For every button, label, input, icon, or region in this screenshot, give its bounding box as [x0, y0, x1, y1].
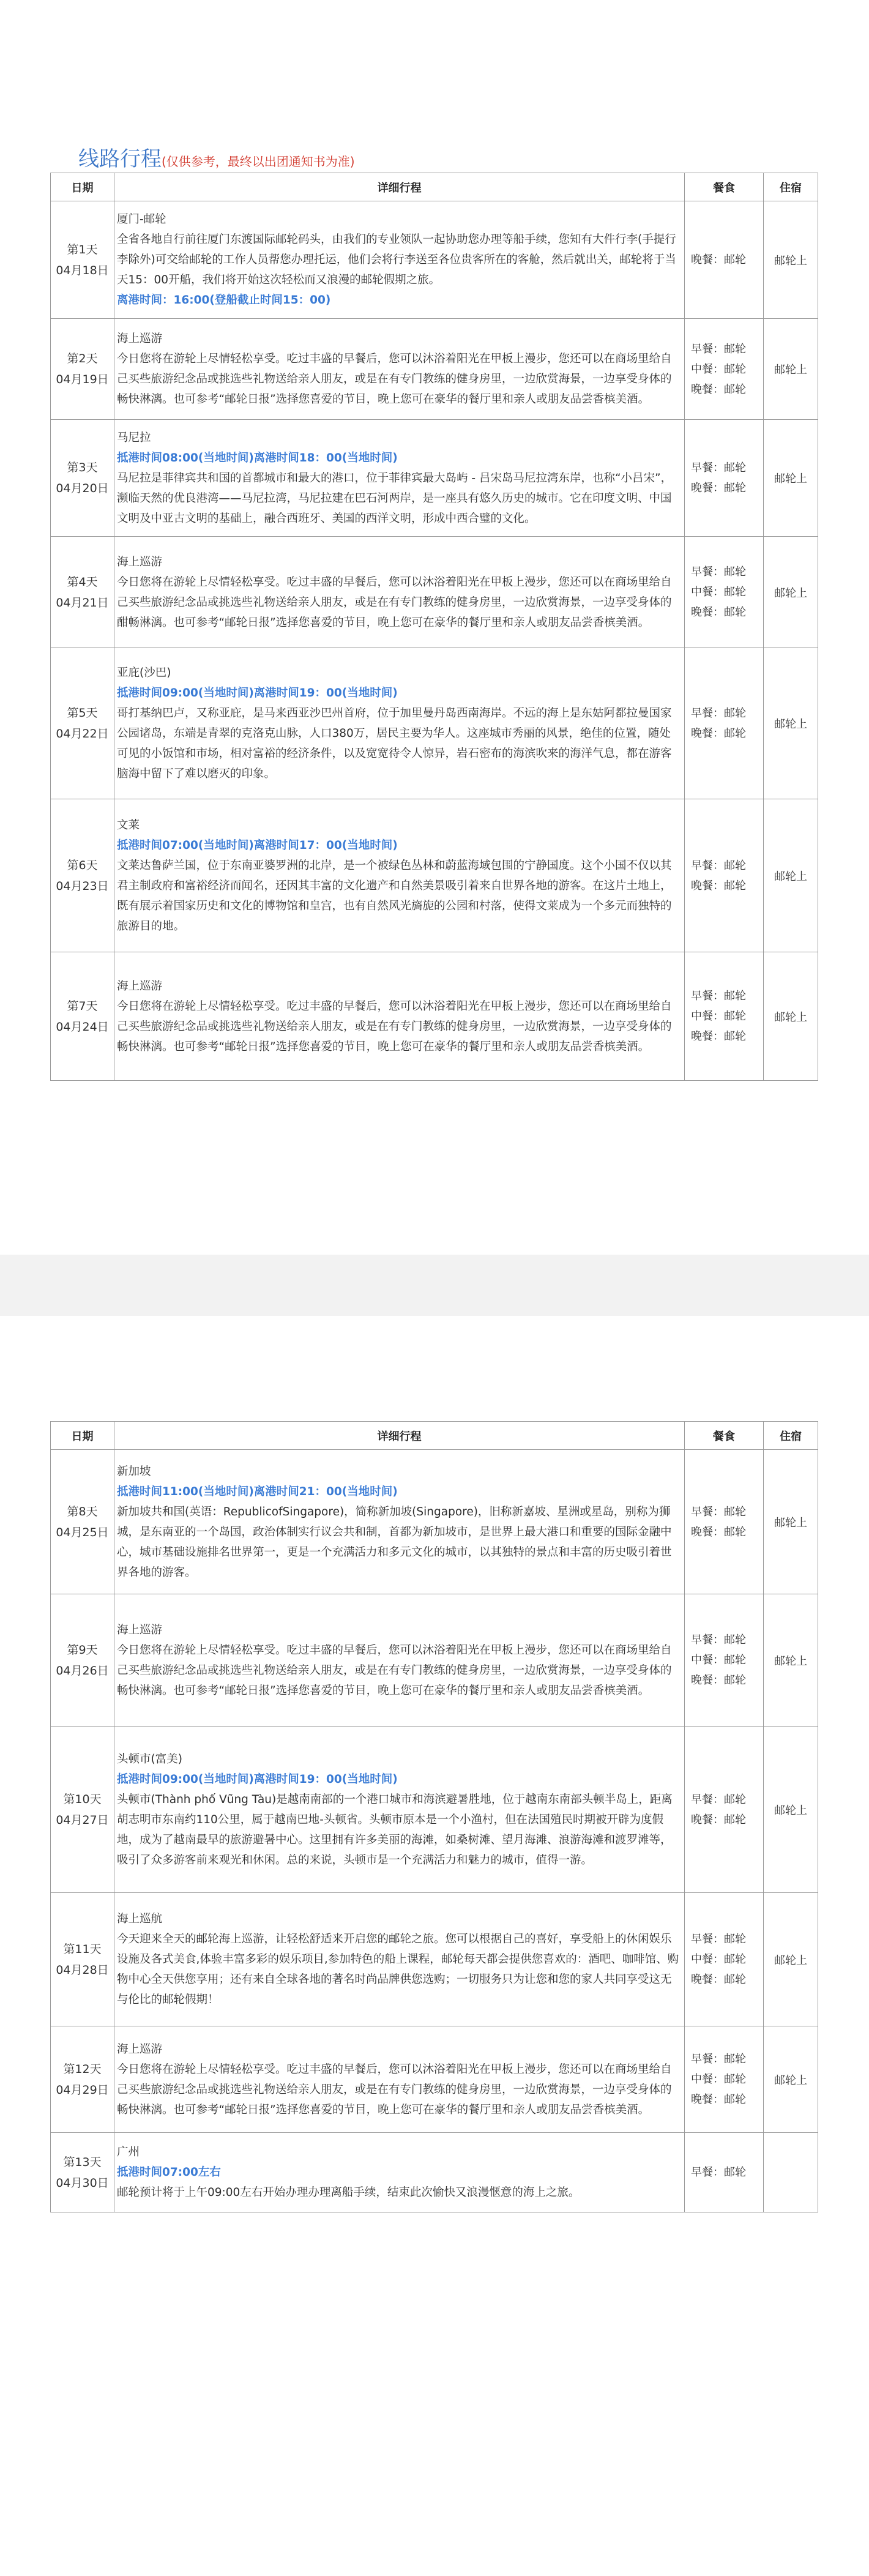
day-title: 头顿市(富美): [117, 1752, 182, 1766]
meal-item: 早餐：邮轮: [691, 1793, 746, 1806]
day-description: 今日您将在游轮上尽情轻松享受。吃过丰盛的早餐后，您可以沐浴着阳光在甲板上漫步，您还可以在商场里给自己买些旅游纪念品或挑选些礼物送给亲人朋友，或是在有专门教练的健身房里，一边欣赏海景，一边享受身体的畅快淋漓。也可参考“邮轮日报”选择您喜爱的节目，晚上您可在豪华的餐厅里和亲人或朋友品尝香槟美酒。: [117, 1643, 672, 1697]
day-date: 04月19日: [56, 373, 109, 386]
header-meals: 餐食: [685, 1422, 764, 1450]
detail-cell: [114, 319, 685, 420]
header-detail: 详细行程: [114, 1422, 685, 1450]
day-description: 文莱达鲁萨兰国，位于东南亚婆罗洲的北岸，是一个被绿色丛林和蔚蓝海域包围的宁静国度。这个小国不仅以其君主制政府和富裕经济而闻名，还因其丰富的文化遗产和自然美景吸引着来自世界各地的游客。在这片土地上，既有展示着国家历史和文化的博物馆和皇宫，也有自然风光旖旎的公园和村落，使得文莱成为一个多元而独特的旅游目的地。: [117, 859, 672, 933]
meal-item: 晚餐：邮轮: [691, 2093, 746, 2106]
table-row: [51, 201, 818, 319]
meal-item: 晚餐：邮轮: [691, 1674, 746, 1687]
day-number: 第6天: [67, 858, 98, 872]
day-date: 04月18日: [56, 263, 109, 277]
port-times: 抵港时间07:00(当地时间)离港时间17：00(当地时间): [117, 838, 398, 852]
day-date: 04月23日: [56, 879, 109, 893]
meal-item: 早餐：邮轮: [691, 461, 746, 474]
day-cell: [51, 1893, 114, 2026]
header-date: 日期: [51, 173, 114, 201]
day-title: 海上巡游: [117, 555, 163, 569]
day-number: 第12天: [63, 2062, 102, 2076]
day-description: 新加坡共和国(英语：RepublicofSingapore)，简称新加坡(Singapore)，旧称新嘉坡、星洲或星岛，别称为狮城，是东南亚的一个岛国，政治体制实行议会共和制，首都为新加坡市，是世界上最大港口和重要的国际金融中心，城市基础设施排名世界第一，更是一个充满活力和多元文化的城市，以其独特的景点和丰富的历史吸引着世界各地的游客。: [117, 1505, 672, 1579]
detail-cell: [114, 2026, 685, 2133]
meal-item: 中餐：邮轮: [691, 362, 746, 376]
day-number: 第8天: [67, 1504, 98, 1518]
detail-cell: [114, 648, 685, 799]
day-title: 马尼拉: [117, 431, 151, 444]
meals-cell: [685, 537, 764, 648]
day-description: 邮轮预计将于上午09:00左右开始办理办理离船手续，结束此次愉快又浪漫惬意的海上之旅。: [117, 2186, 580, 2199]
day-date: 04月22日: [56, 727, 109, 741]
meals-cell: [685, 799, 764, 952]
table-row: [51, 1594, 818, 1727]
stay-cell: 邮轮上: [764, 201, 818, 319]
day-title: 广州: [117, 2146, 140, 2159]
table-row: [51, 1450, 818, 1594]
itinerary-table-2: [50, 1421, 818, 2212]
stay-cell: 邮轮上: [764, 1893, 818, 2026]
itinerary-rows-1: [51, 201, 818, 1081]
day-cell: [51, 1727, 114, 1893]
day-date: 04月25日: [56, 1525, 109, 1539]
day-date: 04月20日: [56, 482, 109, 495]
header-meals: 餐食: [685, 173, 764, 201]
day-date: 04月29日: [56, 2083, 109, 2097]
port-times: 抵港时间08:00(当地时间)离港时间18：00(当地时间): [117, 451, 398, 465]
detail-cell: [114, 201, 685, 319]
day-cell: [51, 537, 114, 648]
stay-cell: 邮轮上: [764, 952, 818, 1081]
detail-cell: [114, 2133, 685, 2212]
meals-cell: [685, 1450, 764, 1594]
table-row: [51, 2133, 818, 2212]
stay-cell: 邮轮上: [764, 1450, 818, 1594]
day-date: 04月21日: [56, 595, 109, 610]
day-title: 文莱: [117, 818, 140, 832]
port-times: 抵港时间09:00(当地时间)离港时间19：00(当地时间): [117, 687, 398, 700]
day-date: 04月30日: [56, 2176, 109, 2190]
itinerary-disclaimer: (仅供参考，最终以出团通知书为准): [162, 154, 355, 169]
day-number: 第1天: [67, 242, 98, 256]
detail-cell: [114, 1594, 685, 1727]
table-row: [51, 952, 818, 1081]
meals-cell: [685, 648, 764, 799]
departure-time: 离港时间：16:00(登船截止时间15：00): [117, 294, 331, 307]
meal-item: 早餐：邮轮: [691, 566, 746, 578]
day-cell: [51, 420, 114, 537]
day-cell: [51, 319, 114, 420]
day-number: 第9天: [67, 1643, 98, 1657]
meal-item: 早餐：邮轮: [691, 859, 746, 872]
table-row: [51, 1727, 818, 1893]
day-date: 04月28日: [56, 1963, 109, 1977]
table-header-row: [51, 1422, 818, 1450]
day-description: 今日您将在游轮上尽情轻松享受。吃过丰盛的早餐后，您可以沐浴着阳光在甲板上漫步，您还可以在商场里给自己买些旅游纪念品或挑选些礼物送给亲人朋友，或是在有专门教练的健身房里，一边欣赏海景，一边享受身体的畅快淋漓。也可参考“邮轮日报”选择您喜爱的节目，晚上您可在豪华的餐厅里和亲人或朋友品尝香槟美酒。: [117, 2063, 672, 2116]
meal-item: 早餐：邮轮: [691, 1505, 746, 1518]
stay-cell: 邮轮上: [764, 1594, 818, 1727]
meal-item: 晚餐：邮轮: [691, 383, 746, 396]
meal-item: 晚餐：邮轮: [691, 1973, 746, 1986]
meal-item: 早餐：邮轮: [691, 1933, 746, 1946]
day-description: 全省各地自行前往厦门东渡国际邮轮码头，由我们的专业领队一起协助您办理等船手续，您知有大件行李(手提行李除外)可交给邮轮的工作人员帮您办理托运，他们会将行李送至各位贵客所在的客舱，然后就出关，邮轮将于当天15：00开船，我们将开始这次轻松而又浪漫的邮轮假期之旅。: [117, 233, 676, 286]
detail-cell: [114, 1450, 685, 1594]
table-row: [51, 2026, 818, 2133]
meals-cell: [685, 2026, 764, 2133]
meal-item: 晚餐：邮轮: [691, 253, 746, 266]
port-times: 抵港时间09:00(当地时间)离港时间19：00(当地时间): [117, 1772, 398, 1786]
day-cell: [51, 2026, 114, 2133]
meal-item: 早餐：邮轮: [691, 1633, 746, 1646]
day-description: 哥打基纳巴卢，又称亚庇，是马来西亚沙巴州首府，位于加里曼丹岛西南海岸。不远的海上是东姑阿都拉曼国家公园诸岛，东端是青翠的克洛克山脉，人口380万，居民主要为华人。这座城市秀丽的风景，绝佳的位置，随处可见的小饭馆和市场，相对富裕的经济条件，以及宽宽待令人惊异，岩石密布的海滨吹来的海洋气息，都在游客脑海中留下了难以磨灭的印象。: [117, 707, 672, 780]
day-cell: [51, 1450, 114, 1594]
meals-cell: [685, 420, 764, 537]
table-header-row: [51, 173, 818, 201]
day-title: 海上巡游: [117, 979, 163, 993]
day-number: 第2天: [67, 352, 98, 365]
meal-item: 晚餐：邮轮: [691, 1525, 746, 1539]
meals-cell: [685, 201, 764, 319]
itinerary-page-2: [0, 1316, 869, 2576]
day-number: 第10天: [63, 1792, 102, 1806]
table-row: [51, 1893, 818, 2026]
meal-item: 晚餐：邮轮: [691, 482, 746, 495]
detail-cell: [114, 537, 685, 648]
port-times: 抵港时间11:00(当地时间)离港时间21：00(当地时间): [117, 1485, 398, 1498]
itinerary-page-1: [0, 0, 869, 1255]
day-description: 今日您将在游轮上尽情轻松享受。吃过丰盛的早餐后，您可以沐浴着阳光在甲板上漫步，您还可以在商场里给自己买些旅游纪念品或挑选些礼物送给亲人朋友，或是在有专门教练的健身房里，一边欣赏海景，一边享受身体的畅快淋漓。也可参考“邮轮日报”选择您喜爱的节目，晚上您可在豪华的餐厅里和亲人或朋友品尝香槟美酒。: [117, 999, 672, 1053]
day-cell: [51, 648, 114, 799]
day-description: 马尼拉是菲律宾共和国的首都城市和最大的港口，位于菲律宾最大岛屿 - 吕宋岛马尼拉湾东岸，也称“小吕宋”，濒临天然的优良港湾——马尼拉湾，马尼拉建在巴石河两岸，是一座具有悠久历史的城市。它在印度文明、中国文明及中亚古文明的基础上，融合西班牙、美国的西洋文明，形成中西合璧的文化。: [117, 471, 673, 525]
meal-item: 中餐：邮轮: [691, 1654, 746, 1667]
meal-item: 早餐：邮轮: [691, 2053, 746, 2066]
stay-cell: 邮轮上: [764, 799, 818, 952]
day-description: 今日您将在游轮上尽情轻松享受。吃过丰盛的早餐后，您可以沐浴着阳光在甲板上漫步，您还可以在商场里给自己买些旅游纪念品或挑选些礼物送给亲人朋友，或是在有专门教练的健身房里，一边欣赏海景，一边享受身体的畅快淋漓。也可参考“邮轮日报”选择您喜爱的节目，晚上您可在豪华的餐厅里和亲人或朋友品尝香槟美酒。: [117, 353, 672, 406]
meals-cell: [685, 2133, 764, 2212]
day-cell: [51, 2133, 114, 2212]
table-row: [51, 319, 818, 420]
meal-item: 早餐：邮轮: [691, 990, 746, 1002]
day-title: 海上巡游: [117, 1623, 163, 1637]
meal-item: 中餐：邮轮: [691, 586, 746, 599]
header-date: 日期: [51, 1422, 114, 1450]
stay-cell: 邮轮上: [764, 420, 818, 537]
table-row: [51, 537, 818, 648]
day-date: 04月24日: [56, 1020, 109, 1034]
meals-cell: [685, 1594, 764, 1727]
itinerary-rows-2: [51, 1450, 818, 2212]
meals-cell: [685, 952, 764, 1081]
meal-item: 晚餐：邮轮: [691, 1813, 746, 1826]
meals-cell: [685, 319, 764, 420]
stay-cell: 邮轮上: [764, 1727, 818, 1893]
detail-cell: [114, 952, 685, 1081]
detail-cell: [114, 1727, 685, 1893]
meal-item: 晚餐：邮轮: [691, 1030, 746, 1043]
day-cell: [51, 1594, 114, 1727]
day-description: 今日您将在游轮上尽情轻松享受。吃过丰盛的早餐后，您可以沐浴着阳光在甲板上漫步，您还可以在商场里给自己买些旅游纪念品或挑选些礼物送给亲人朋友，或是在有专门教练的健身房里，一边欣赏海景，一边享受身体的酣畅淋漓。也可参考“邮轮日报”选择您喜爱的节目，晚上您可在豪华的餐厅里和亲人或朋友品尝香槟美酒。: [117, 575, 672, 629]
day-cell: [51, 952, 114, 1081]
detail-cell: [114, 420, 685, 537]
meals-cell: [685, 1893, 764, 2026]
meal-item: 晚餐：邮轮: [691, 879, 746, 892]
meal-item: 早餐：邮轮: [691, 342, 746, 356]
day-title: 海上巡游: [117, 332, 163, 345]
detail-cell: [114, 1893, 685, 2026]
stay-cell: [764, 2133, 818, 2212]
meal-item: 晚餐：邮轮: [691, 606, 746, 619]
day-number: 第4天: [67, 575, 98, 589]
meal-item: 中餐：邮轮: [691, 1953, 746, 1966]
header-stay: 住宿: [764, 173, 818, 201]
itinerary-heading: [78, 142, 355, 172]
header-stay: 住宿: [764, 1422, 818, 1450]
itinerary-table-1: [50, 173, 818, 1081]
day-title: 亚庇(沙巴): [117, 666, 171, 679]
meal-item: 中餐：邮轮: [691, 1010, 746, 1023]
day-number: 第11天: [63, 1942, 102, 1956]
day-description: 今天迎来全天的邮轮海上巡游，让轻松舒适来开启您的邮轮之旅。您可以根据自己的喜好，享受船上的休闲娱乐设施及各式美食,体验丰富多彩的娱乐项目,参加特色的船上课程，邮轮每天都会提供您喜欢的：酒吧、咖啡馆、购物中心全天供您享用；还有来自全球各地的著名时尚品牌供您选购；一切服务只为让您和您的家人共同享受这无与伦比的邮轮假期！: [117, 1933, 679, 2006]
day-date: 04月26日: [56, 1663, 109, 1678]
stay-cell: 邮轮上: [764, 2026, 818, 2133]
day-title: 海上巡航: [117, 1913, 163, 1925]
day-cell: [51, 201, 114, 319]
meal-item: 早餐：邮轮: [691, 2166, 746, 2179]
day-number: 第13天: [63, 2155, 102, 2169]
meal-item: 早餐：邮轮: [691, 707, 746, 720]
day-title: 新加坡: [117, 1465, 151, 1478]
itinerary-title: 线路行程: [78, 147, 162, 171]
day-description: 头顿市(Thành phố Vũng Tàu)是越南南部的一个港口城市和海滨避暑胜地，位于越南东南部头顿半岛上，距离胡志明市东南约110公里，属于越南巴地-头顿省。头顿市原本是一个小渔村，但在法国殖民时期被开辟为度假地，成为了越南最早的旅游避暑中心。这里拥有许多美丽的海滩，如桑树滩、望月海滩、浪游海滩和渡罗滩等，吸引了众多游客前来观光和休闲。总的来说，头顿市是一个充满活力和魅力的城市，值得一游。: [117, 1793, 673, 1867]
day-cell: [51, 799, 114, 952]
meal-item: 中餐：邮轮: [691, 2073, 746, 2086]
day-number: 第7天: [67, 999, 98, 1013]
day-title: 海上巡游: [117, 2042, 163, 2056]
table-row: [51, 420, 818, 537]
port-times: 抵港时间07:00左右: [117, 2166, 221, 2179]
meals-cell: [685, 1727, 764, 1893]
day-title: 厦门-邮轮: [117, 213, 166, 226]
table-row: [51, 799, 818, 952]
day-date: 04月27日: [56, 1813, 109, 1827]
stay-cell: 邮轮上: [764, 648, 818, 799]
meal-item: 晚餐：邮轮: [691, 727, 746, 740]
table-row: [51, 648, 818, 799]
header-detail: 详细行程: [114, 173, 685, 201]
day-number: 第5天: [67, 706, 98, 720]
day-number: 第3天: [67, 461, 98, 474]
detail-cell: [114, 799, 685, 952]
stay-cell: 邮轮上: [764, 537, 818, 648]
stay-cell: 邮轮上: [764, 319, 818, 420]
